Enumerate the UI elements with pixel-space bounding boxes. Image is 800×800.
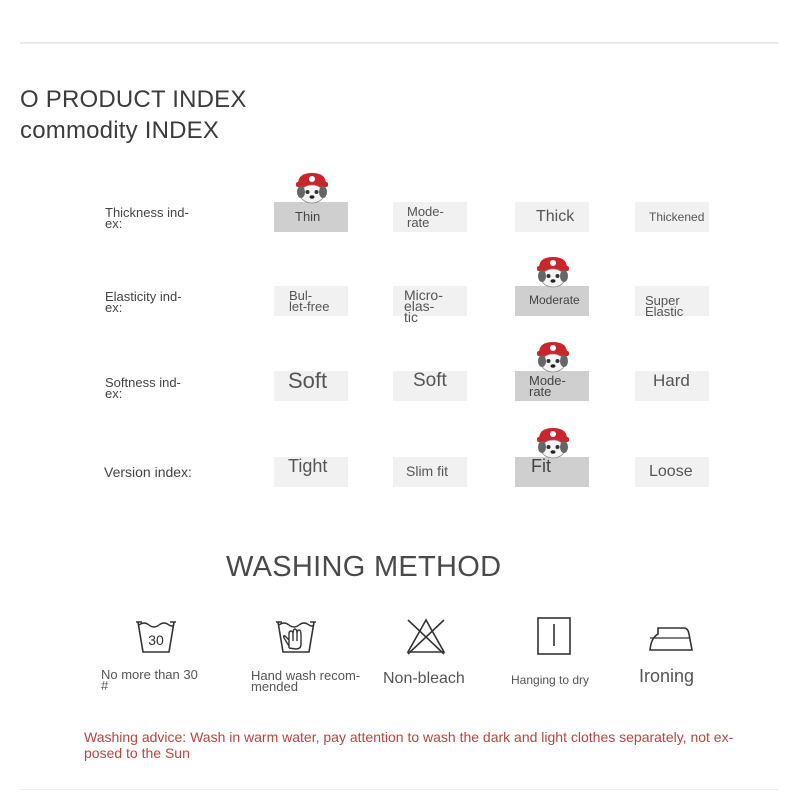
index-option-label: Super Elastic [645,293,684,319]
index-option-selected [515,286,589,316]
washing-advice: Washing advice: Wash in warm water, pay attention to wash the dark and light clothes separately, not ex- posed to the Sun [84,729,734,761]
index-option [274,286,348,316]
index-option-label: Bul- let-free [289,288,330,314]
iron-icon [648,614,696,658]
index-option-label: Thick [536,208,575,225]
hand-wash-icon [274,614,318,658]
commodity-index-title: commodity INDEX [20,117,220,144]
washing-label: No more than 30 # [101,667,198,693]
index-option [393,202,467,232]
index-option-label: Thin [295,209,321,224]
index-row-label: Thickness ind- ex: [105,205,189,231]
bottom-divider [20,789,778,790]
index-option [274,368,348,401]
mascot-dog-icon [533,254,573,288]
index-option-selected [515,457,589,487]
index-option-label: Fit [531,456,551,476]
hang-dry-icon [532,614,576,658]
wash-temp-text: 30 [148,632,164,648]
index-option [635,286,709,319]
washing-label: Hanging to dry [511,673,590,687]
index-option-label: Mode- rate [529,373,566,399]
washing-label: Non-bleach [383,670,465,687]
wash-30-icon [134,614,178,658]
washing-label: Ironing [639,666,695,686]
index-option [274,457,348,487]
index-option [635,202,709,232]
index-option-label: Micro-elas- tic [404,287,443,325]
index-row-label: Version index: [104,464,192,480]
index-option-label: Mode- rate [407,204,444,230]
mascot-dog-icon [533,425,573,459]
no-bleach-icon [404,614,448,658]
index-option-label: Loose [649,463,693,480]
index-option-label: Slim fit [406,463,448,479]
index-row-label: Softness ind- ex: [105,375,181,401]
index-option [635,457,709,487]
index-option [515,202,589,232]
index-option-selected [274,202,348,232]
product-index-title: O PRODUCT INDEX [20,86,247,113]
index-option [393,457,467,487]
index-option-label: Soft [413,370,447,391]
index-option-label: Soft [288,368,328,393]
index-option-label: Thickened [649,210,705,224]
washing-method-title: WASHING METHOD [226,551,502,583]
index-option-selected [515,371,589,401]
index-option-label: Hard [653,371,690,390]
top-divider [20,42,778,44]
washing-label: Hand wash recom- mended [251,668,361,694]
index-option-label: Moderate [529,293,580,307]
mascot-dog-icon [292,170,332,204]
index-option [393,286,467,325]
index-option [635,371,709,401]
mascot-dog-icon [533,339,573,373]
index-row-label: Elasticity ind- ex: [105,289,182,315]
index-option [393,371,467,401]
index-option-label: Tight [288,456,328,476]
